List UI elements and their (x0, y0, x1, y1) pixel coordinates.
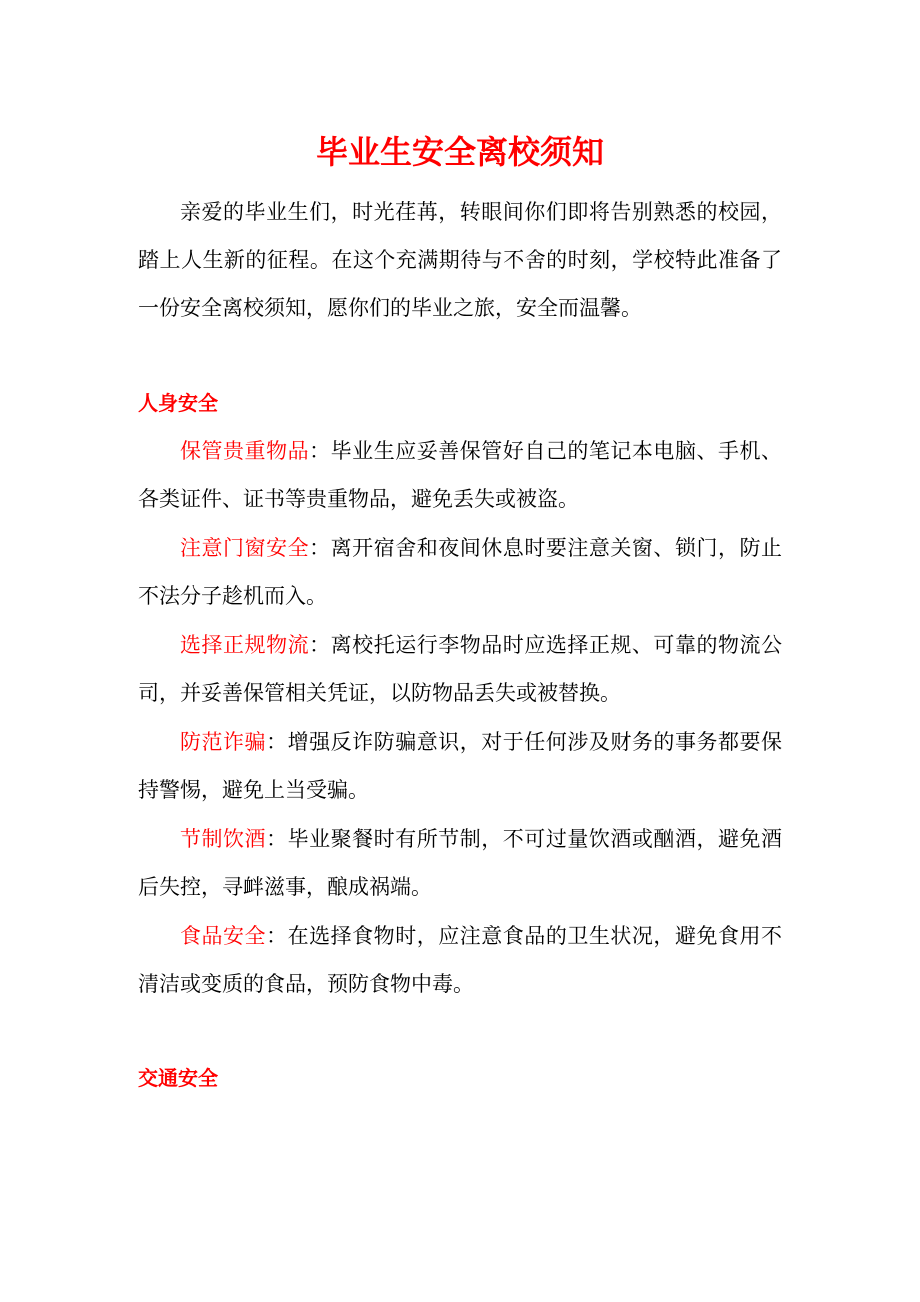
item-text: 毕业生应妥善保管好自己的笔记本电脑、手机、各类证件、证书等贵重物品，避免丢失或被盗。 (138, 439, 783, 511)
list-item (138, 427, 782, 523)
item-label: 食品安全 (180, 924, 267, 948)
item-label: 节制饮酒 (180, 827, 267, 851)
list-item (138, 524, 782, 620)
item-label: 保管贵重物品 (180, 439, 310, 463)
intro-paragraph: 亲爱的毕业生们，时光荏苒，转眼间你们即将告别熟悉的校园，踏上人生新的征程。在这个充满期待与不舍的时刻，学校特此准备了一份安全离校须知，愿你们的毕业之旅，安全而温馨。 (138, 200, 782, 320)
item-text: 增强反诈防骗意识，对于任何涉及财务的事务都要保持警惕，避免上当受骗。 (138, 730, 783, 802)
section-heading-traffic-safety: 交通安全 (138, 1066, 218, 1090)
item-separator: ： (309, 536, 331, 560)
list-item (138, 815, 782, 911)
item-separator: ： (309, 439, 331, 463)
section-heading-personal-safety: 人身安全 (138, 391, 218, 415)
list-item (138, 718, 782, 814)
item-separator: ： (266, 730, 288, 754)
item-separator: ： (266, 827, 288, 851)
item-text: 离校托运行李物品时应选择正规、可靠的物流公司，并妥善保管相关凭证，以防物品丢失或被替换。 (138, 633, 783, 705)
item-text: 离开宿舍和夜间休息时要注意关窗、锁门，防止不法分子趁机而入。 (138, 536, 783, 608)
item-label: 注意门窗安全 (180, 536, 310, 560)
item-label: 选择正规物流 (180, 633, 310, 657)
list-item (138, 912, 782, 1008)
document-title: 毕业生安全离校须知 (315, 133, 604, 171)
list-item (138, 621, 782, 717)
item-separator: ： (266, 924, 288, 948)
item-separator: ： (309, 633, 331, 657)
personal-safety-list (138, 427, 782, 1009)
item-text: 毕业聚餐时有所节制，不可过量饮酒或酗酒，避免酒后失控，寻衅滋事，酿成祸端。 (138, 827, 783, 899)
item-text: 在选择食物时，应注意食品的卫生状况，避免食用不清洁或变质的食品，预防食物中毒。 (138, 924, 783, 996)
item-label: 防范诈骗 (180, 730, 267, 754)
